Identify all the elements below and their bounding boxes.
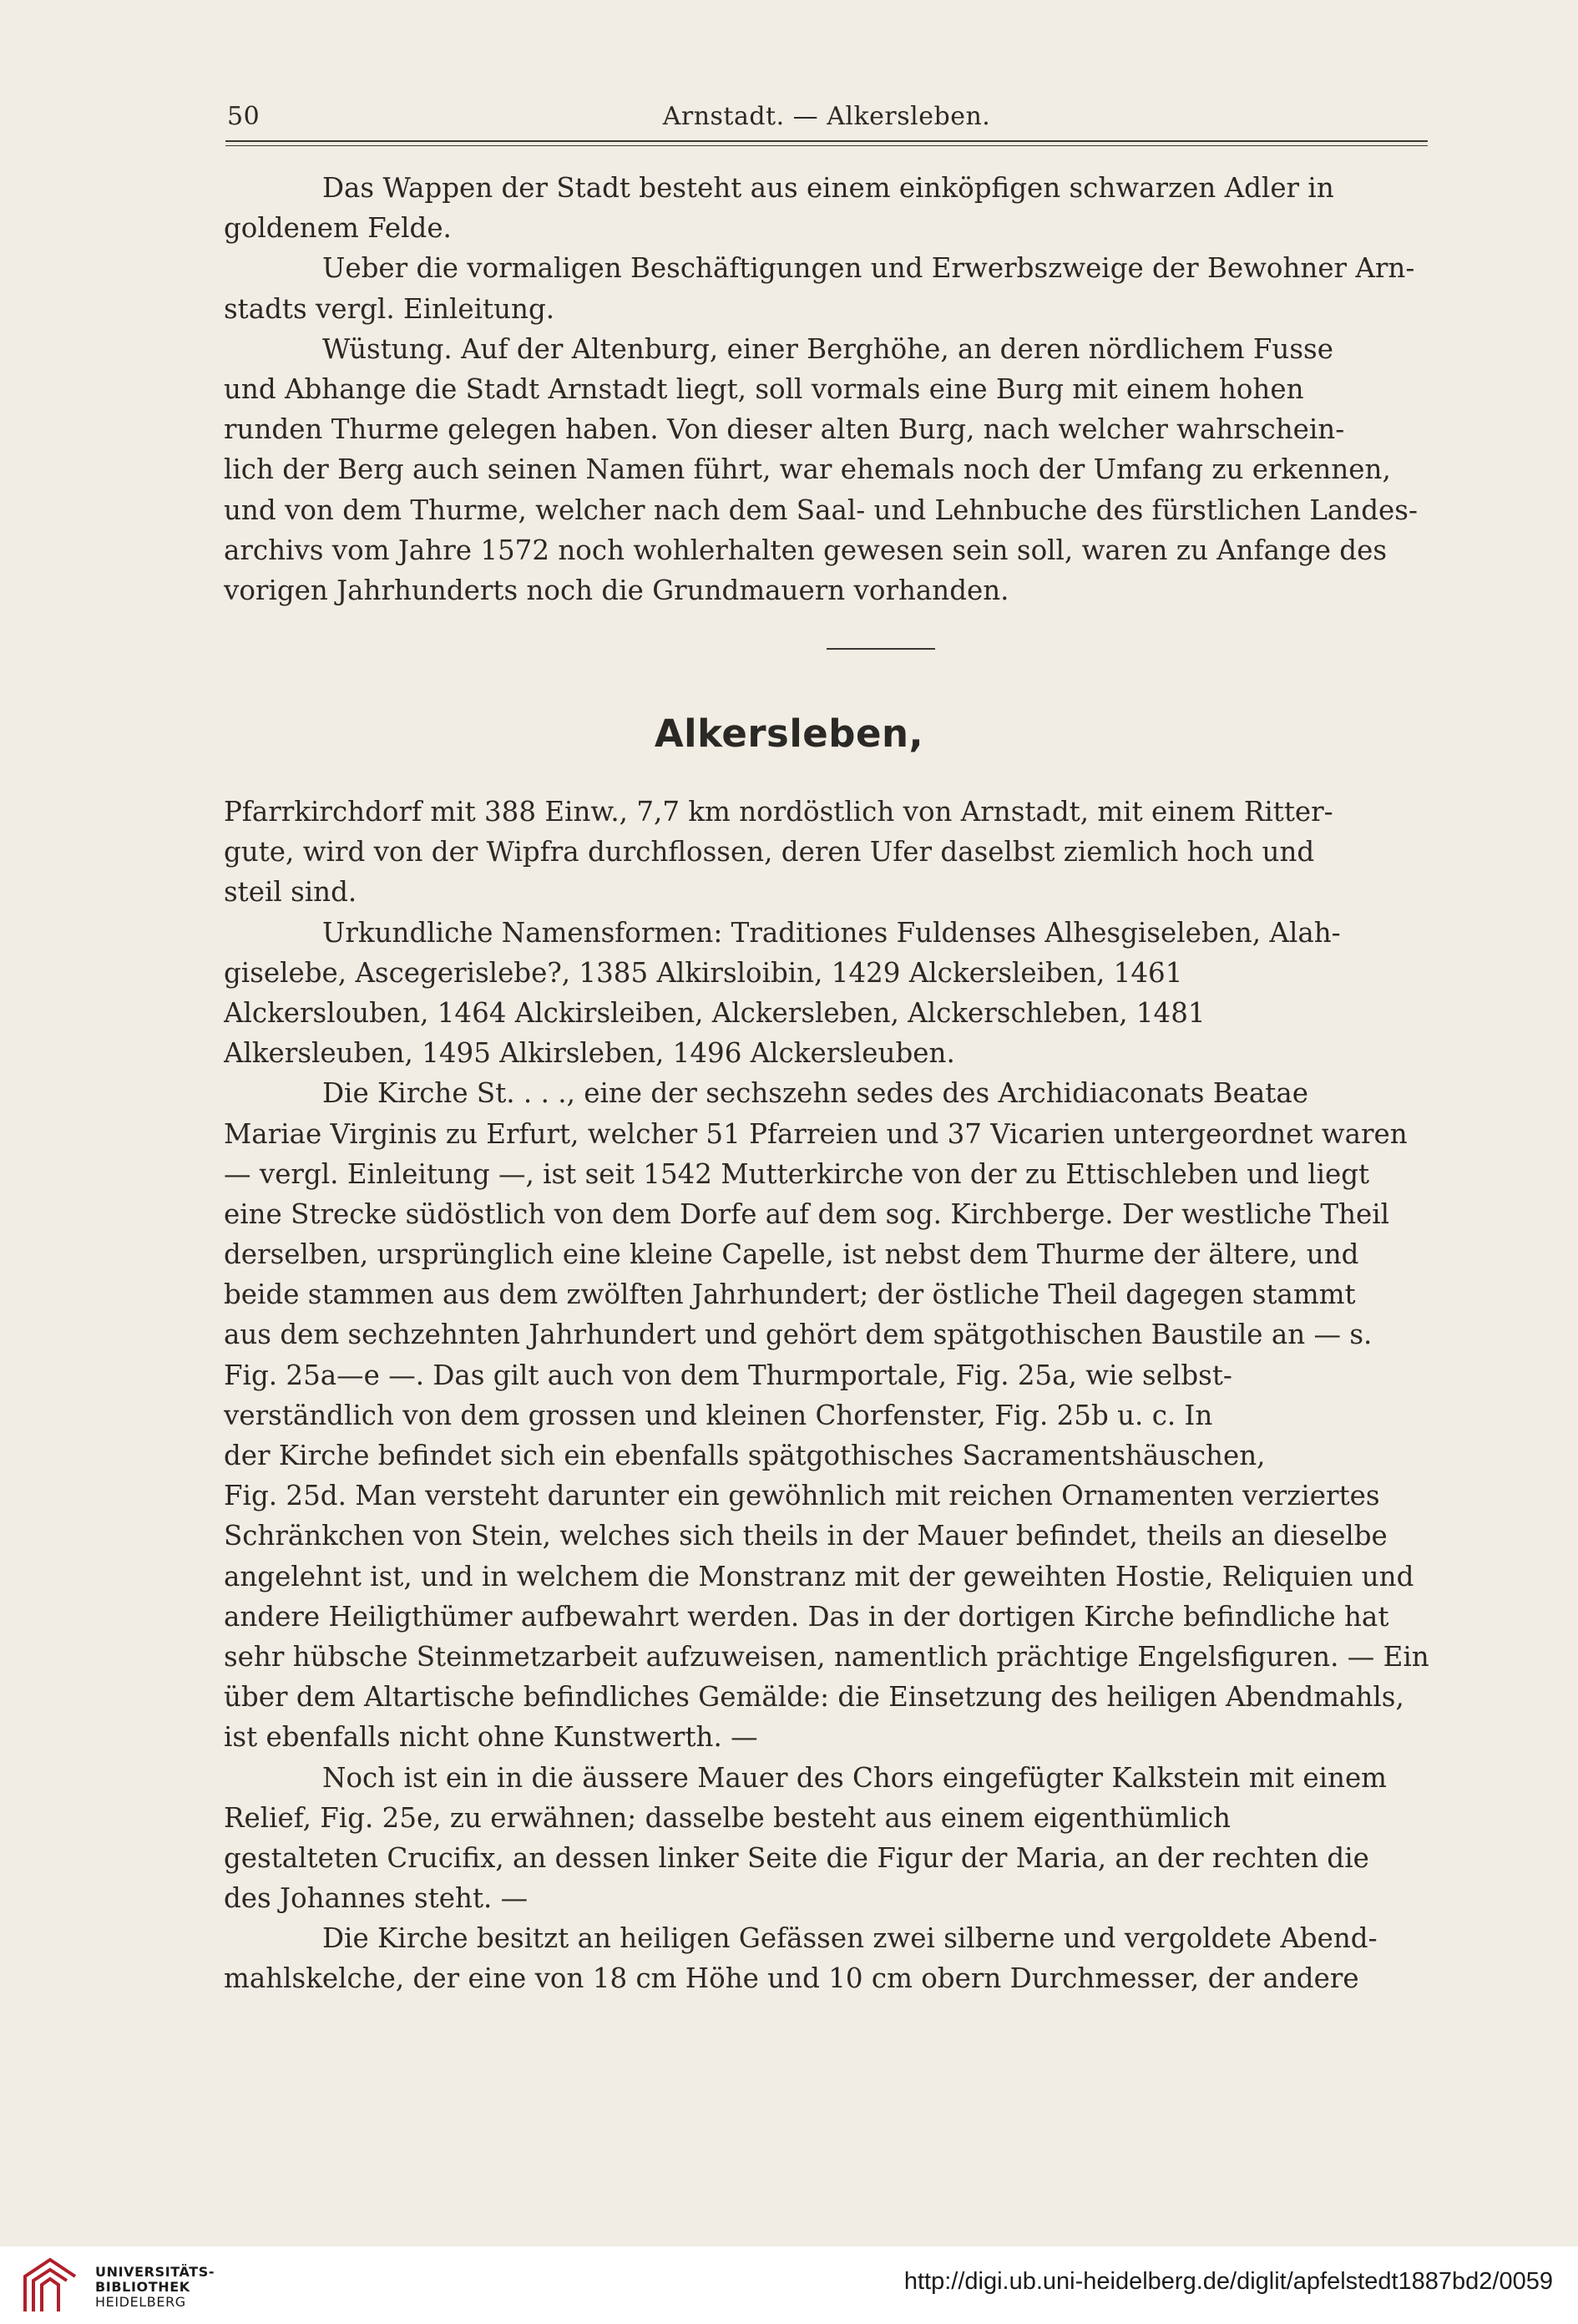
source-url-link[interactable]: http://digi.ub.uni-heidelberg.de/diglit/apfelstedt1887bd2/0059 bbox=[903, 2268, 1553, 2295]
library-name bbox=[95, 2265, 215, 2310]
text-line: über dem Altartische befindliches Gemälde: die Einsetzung des heiligen Abendmahls, bbox=[224, 1681, 1404, 1714]
library-name-line: HEIDELBERG bbox=[95, 2294, 186, 2310]
text-line: stadts vergl. Einleitung. bbox=[224, 292, 555, 325]
library-name-line: UNIVERSITÄTS- bbox=[95, 2264, 215, 2280]
text-line: ist ebenfalls nicht ohne Kunstwerth. — bbox=[224, 1721, 758, 1754]
text-line: Wüstung. Auf der Altenburg, einer Berghöhe, an deren nördlichem Fusse bbox=[322, 332, 1333, 365]
text-line: gestalteten Crucifix, an dessen linker Seite die Figur der Maria, an der rechten die bbox=[224, 1841, 1369, 1874]
text-line: runden Thurme gelegen haben. Von dieser alten Burg, nach welcher wahrschein- bbox=[224, 413, 1345, 446]
text-line: — vergl. Einleitung —, ist seit 1542 Mutterkirche von der zu Ettischleben und liegt bbox=[224, 1157, 1370, 1190]
text-line: giselebe, Ascegerislebe?, 1385 Alkirsloibin, 1429 Alckersleiben, 1461 bbox=[224, 956, 1183, 989]
header-rule bbox=[225, 140, 1428, 146]
text-line: vorigen Jahrhunderts noch die Grundmauern vorhanden. bbox=[224, 574, 1009, 606]
section-heading: Alkersleben, bbox=[654, 711, 924, 756]
text-line: sehr hübsche Steinmetzarbeit aufzuweisen, namentlich prächtige Engelsfiguren. — Ein bbox=[224, 1640, 1429, 1673]
text-line: derselben, ursprünglich eine kleine Capelle, ist nebst dem Thurme der ältere, und bbox=[224, 1238, 1359, 1271]
text-line: Mariae Virginis zu Erfurt, welcher 51 Pfarreien und 37 Vicarien untergeordnet waren bbox=[224, 1117, 1408, 1150]
text-line: angelehnt ist, und in welchem die Monstranz mit der geweihten Hostie, Reliquien und bbox=[224, 1560, 1414, 1592]
text-line: steil sind. bbox=[224, 876, 357, 909]
text-line: beide stammen aus dem zwölften Jahrhundert; der östliche Theil dagegen stammt bbox=[224, 1278, 1356, 1311]
text-line: Fig. 25a—e —. Das gilt auch von dem Thurmportale, Fig. 25a, wie selbst- bbox=[224, 1359, 1232, 1391]
page-number: 50 bbox=[227, 102, 260, 131]
text-line: gute, wird von der Wipfra durchflossen, deren Ufer daselbst ziemlich hoch und bbox=[224, 836, 1315, 868]
text-line: und Abhange die Stadt Arnstadt liegt, soll vormals eine Burg mit einem hohen bbox=[224, 372, 1304, 405]
text-line: goldenem Felde. bbox=[224, 212, 452, 245]
text-line: Alkersleuben, 1495 Alkirsleben, 1496 Alckersleuben. bbox=[224, 1037, 955, 1070]
text-line: archivs vom Jahre 1572 noch wohlerhalten gewesen sein soll, waren zu Anfange des bbox=[224, 534, 1388, 566]
text-line: Ueber die vormaligen Beschäftigungen und Erwerbszweige der Bewohner Arn- bbox=[322, 252, 1415, 285]
text-line: Das Wappen der Stadt besteht aus einem einköpfigen schwarzen Adler in bbox=[322, 172, 1334, 204]
library-footer bbox=[0, 2246, 1578, 2324]
text-line: Pfarrkirchdorf mit 388 Einw., 7,7 km nordöstlich von Arnstadt, mit einem Ritter- bbox=[224, 796, 1333, 828]
text-line: der Kirche befindet sich ein ebenfalls spätgothisches Sacramentshäuschen, bbox=[224, 1440, 1266, 1471]
text-line: Alckerslouben, 1464 Alckirsleiben, Alckersleben, Alckerschleben, 1481 bbox=[224, 996, 1206, 1029]
section-divider bbox=[827, 648, 935, 650]
text-line: des Johannes steht. — bbox=[224, 1882, 529, 1915]
text-line: Fig. 25d. Man versteht darunter ein gewöhnlich mit reichen Ornamenten verziertes bbox=[224, 1480, 1380, 1512]
text-line: Schränkchen von Stein, welches sich theils in der Mauer befindet, theils an dieselbe bbox=[224, 1520, 1388, 1552]
text-line: verständlich von dem grossen und kleinen Chorfenster, Fig. 25b u. c. In bbox=[224, 1399, 1213, 1431]
text-line: mahlskelche, der eine von 18 cm Höhe und 10 cm obern Durchmesser, der andere bbox=[224, 1962, 1359, 1995]
text-line: Die Kirche besitzt an heiligen Gefässen zwei silberne und vergoldete Abend- bbox=[322, 1922, 1378, 1955]
text-line: andere Heiligthümer aufbewahrt werden. Das in der dortigen Kirche befindliche hat bbox=[224, 1600, 1389, 1633]
text-line: und von dem Thurme, welcher nach dem Saal- und Lehnbuche des fürstlichen Landes- bbox=[224, 494, 1418, 526]
running-header bbox=[225, 102, 1428, 137]
text-line: lich der Berg auch seinen Namen führt, war ehemals noch der Umfang zu erkennen, bbox=[224, 453, 1391, 486]
text-line: Noch ist ein in die äussere Mauer des Chors eingefügter Kalkstein mit einem bbox=[322, 1761, 1387, 1794]
text-line: Die Kirche St. . . ., eine der sechszehn sedes des Archidiaconats Beatae bbox=[322, 1077, 1308, 1110]
library-logo-icon bbox=[17, 2253, 85, 2320]
text-line: Relief, Fig. 25e, zu erwähnen; dasselbe besteht aus einem eigenthümlich bbox=[224, 1801, 1231, 1834]
running-title: Arnstadt. — Alkersleben. bbox=[662, 102, 991, 131]
section-alkersleben-text bbox=[224, 792, 1433, 1999]
section-arnstadt-text bbox=[224, 168, 1433, 610]
text-line: aus dem sechzehnten Jahrhundert und gehört dem spätgothischen Baustile an — s. bbox=[224, 1319, 1373, 1351]
library-name-line: BIBLIOTHEK bbox=[95, 2279, 190, 2295]
text-line: eine Strecke südöstlich von dem Dorfe auf dem sog. Kirchberge. Der westliche Theil bbox=[224, 1197, 1390, 1230]
text-line: Urkundliche Namensformen: Traditiones Fuldenses Alhesgiseleben, Alah- bbox=[322, 916, 1341, 949]
